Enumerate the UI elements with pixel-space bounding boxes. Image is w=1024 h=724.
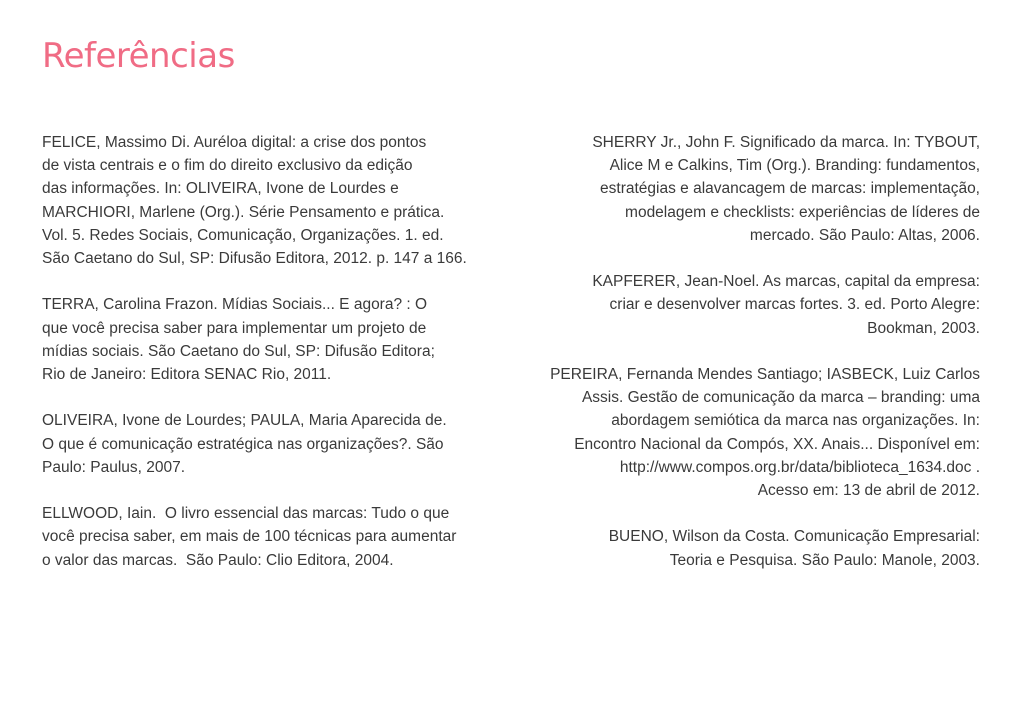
reference-line: das informações. In: OLIVEIRA, Ivone de Lourdes e bbox=[42, 180, 399, 198]
reference-line: São Caetano do Sul, SP: Difusão Editora, 2012. p. 147 a 166. bbox=[42, 250, 467, 268]
reference-line: PEREIRA, Fernanda Mendes Santiago; IASBECK, Luiz Carlos bbox=[550, 366, 980, 383]
reference-entry bbox=[540, 270, 980, 340]
reference-line: Vol. 5. Redes Sociais, Comunicação, Organizações. 1. ed. bbox=[42, 226, 444, 244]
reference-entry bbox=[540, 525, 980, 571]
reference-line: FELICE, Massimo Di. Auréloa digital: a crise dos pontos bbox=[42, 134, 427, 151]
reference-line: modelagem e checklists: experiências de líderes de bbox=[625, 203, 980, 221]
reference-line: MARCHIORI, Marlene (Org.). Série Pensamento e prática. bbox=[42, 203, 445, 221]
reference-line: ELLWOOD, Iain. O livro essencial das marcas: Tudo o que bbox=[42, 505, 450, 523]
reference-line: estratégias e alavancagem de marcas: implementação, bbox=[600, 180, 980, 198]
reference-line: Acesso em: 13 de abril de 2012. bbox=[757, 482, 980, 500]
reference-link[interactable]: http://www.compos.org.br/data/biblioteca_1634.doc . bbox=[619, 458, 980, 476]
reference-line: mídias sociais. São Caetano do Sul, SP: Difusão Editora; bbox=[42, 342, 435, 360]
reference-line: Encontro Nacional da Compós, XX. Anais... Disponível em: bbox=[574, 435, 980, 453]
reference-line: Alice M e Calkins, Tim (Org.). Branding: fundamentos, bbox=[609, 157, 980, 175]
reference-line: de vista centrais e o fim do direito exclusivo da edição bbox=[42, 157, 413, 175]
reference-line: abordagem semiótica da marca nas organizações. In: bbox=[611, 412, 980, 430]
reference-line: mercado. São Paulo: Altas, 2006. bbox=[749, 226, 980, 244]
reference-line: Rio de Janeiro: Editora SENAC Rio, 2011. bbox=[42, 366, 332, 384]
reference-line: KAPFERER, Jean-Noel. As marcas, capital da empresa: bbox=[592, 273, 980, 291]
reference-line: você precisa saber, em mais de 100 técnicas para aumentar bbox=[42, 528, 457, 546]
reference-line: SHERRY Jr., John F. Significado da marca. In: TYBOUT, bbox=[592, 134, 980, 151]
reference-line: que você precisa saber para implementar um projeto de bbox=[42, 319, 427, 337]
reference-entry bbox=[42, 131, 472, 270]
reference-entry bbox=[540, 363, 980, 502]
reference-line: Bookman, 2003. bbox=[867, 319, 980, 337]
reference-line: BUENO, Wilson da Costa. Comunicação Empresarial: bbox=[608, 528, 980, 546]
reference-line: O que é comunicação estratégica nas organizações?. São bbox=[42, 435, 444, 453]
reference-line: OLIVEIRA, Ivone de Lourdes; PAULA, Maria Aparecida de. bbox=[42, 412, 447, 430]
reference-line: Teoria e Pesquisa. São Paulo: Manole, 2003. bbox=[669, 551, 980, 569]
reference-line: criar e desenvolver marcas fortes. 3. ed. Porto Alegre: bbox=[609, 296, 980, 314]
reference-line: Assis. Gestão de comunicação da marca – branding: uma bbox=[581, 389, 980, 407]
reference-entry bbox=[540, 131, 980, 247]
page-title: Referências bbox=[42, 36, 235, 76]
reference-entry bbox=[42, 409, 472, 479]
reference-line: TERRA, Carolina Frazon. Mídias Sociais... E agora? : O bbox=[42, 296, 428, 314]
references-right-column bbox=[540, 131, 980, 595]
reference-line: Paulo: Paulus, 2007. bbox=[42, 458, 186, 476]
references-left-column bbox=[42, 131, 472, 595]
reference-line: o valor das marcas. São Paulo: Clio Editora, 2004. bbox=[42, 551, 394, 569]
reference-entry bbox=[42, 293, 472, 386]
reference-entry bbox=[42, 502, 472, 572]
